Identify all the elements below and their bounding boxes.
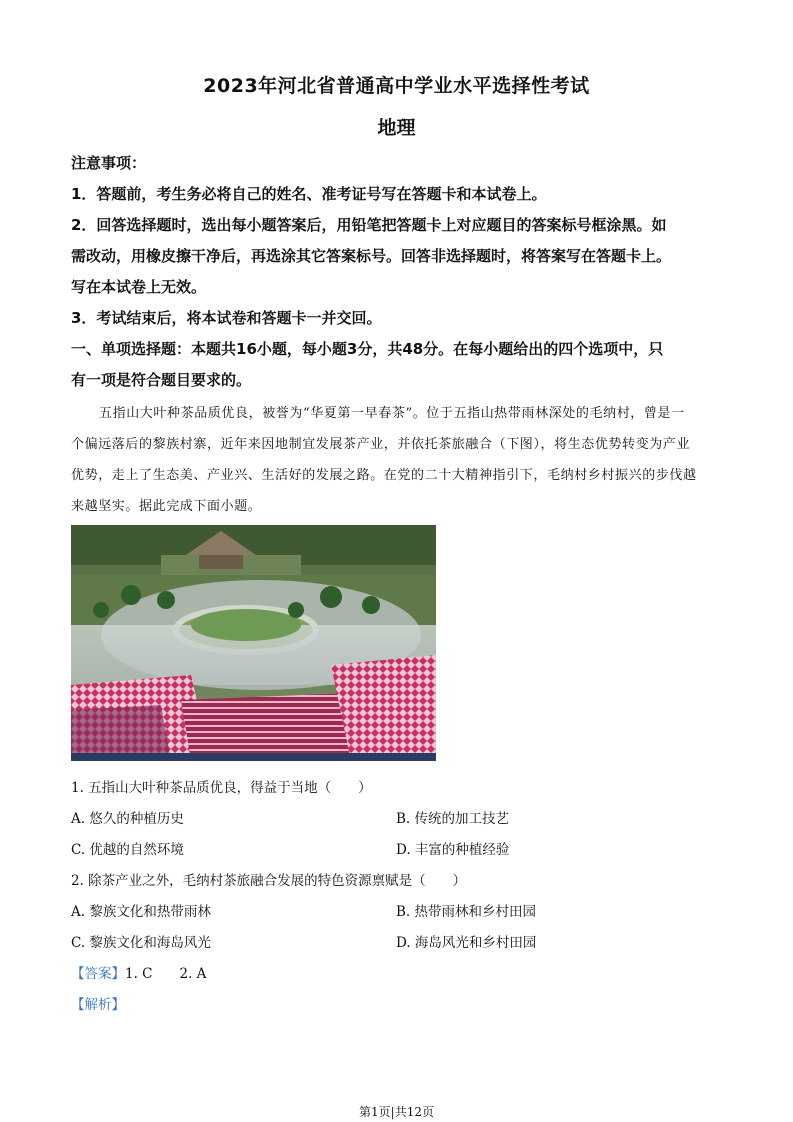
notes-item-2-line-2: 需改动，用橡皮擦干净后，再选涂其它答案标号。回答非选择题时，将答案写在答题卡上。 bbox=[71, 247, 672, 265]
subject-title: 地理 bbox=[377, 117, 416, 139]
page-footer: 第1页|共12页 bbox=[359, 1105, 434, 1119]
question-1-option-b: B. 传统的加工技艺 bbox=[396, 811, 510, 827]
passage-line-4: 来越坚实。据此完成下面小题。 bbox=[71, 499, 262, 514]
question-2-option-d: D. 海岛风光和乡村田园 bbox=[396, 935, 537, 951]
question-2-stem: 2. 除茶产业之外，毛纳村茶旅融合发展的特色资源禀赋是（ ） bbox=[71, 873, 467, 889]
tea-tourism-photo bbox=[71, 525, 436, 761]
exam-title: 2023年河北省普通高中学业水平选择性考试 bbox=[203, 75, 590, 97]
question-1-option-c: C. 优越的自然环境 bbox=[71, 842, 184, 858]
analysis-tag: 【解析】 bbox=[71, 997, 125, 1013]
answer-tag: 【答案】 bbox=[71, 966, 125, 982]
question-2-option-c: C. 黎族文化和海岛风光 bbox=[71, 935, 211, 951]
answer-text: 1. C 2. A bbox=[125, 966, 207, 982]
section-heading-line-1: 一、单项选择题：本题共16小题，每小题3分，共48分。在每小题给出的四个选项中，只 bbox=[71, 340, 664, 358]
notes-item-3: 3．考试结束后，将本试卷和答题卡一并交回。 bbox=[71, 309, 382, 327]
question-1-option-a: A. 悠久的种植历史 bbox=[71, 811, 184, 827]
notes-item-2-line-1: 2．回答选择题时，选出每小题答案后，用铅笔把答题卡上对应题目的答案标号框涂黑。如 bbox=[71, 216, 667, 234]
question-2-option-a: A. 黎族文化和热带雨林 bbox=[71, 904, 211, 920]
section-heading-line-2: 有一项是符合题目要求的。 bbox=[71, 371, 252, 389]
notes-item-1: 1．答题前，考生务必将自己的姓名、准考证号写在答题卡和本试卷上。 bbox=[71, 185, 547, 203]
notes-heading: 注意事项： bbox=[71, 154, 147, 172]
notes-item-2-line-3: 写在本试卷上无效。 bbox=[71, 278, 207, 296]
question-2-option-b: B. 热带雨林和乡村田园 bbox=[396, 904, 537, 920]
question-1-stem: 1. 五指山大叶种茶品质优良，得益于当地（ ） bbox=[71, 780, 372, 796]
passage-line-1: 五指山大叶种茶品质优良，被誉为“华夏第一早春茶”。位于五指山热带雨林深处的毛纳村，曾是一 bbox=[99, 406, 685, 421]
passage-line-2: 个偏远落后的黎族村寨，近年来因地制宜发展茶产业，并依托茶旅融合（下图），将生态优势转变为产业 bbox=[71, 437, 691, 452]
answer-line bbox=[71, 962, 206, 982]
question-1-option-d: D. 丰富的种植经验 bbox=[396, 842, 510, 858]
passage-line-3: 优势，走上了生态美、产业兴、生活好的发展之路。在党的二十大精神指引下，毛纳村乡村振兴的步伐越 bbox=[71, 468, 697, 483]
